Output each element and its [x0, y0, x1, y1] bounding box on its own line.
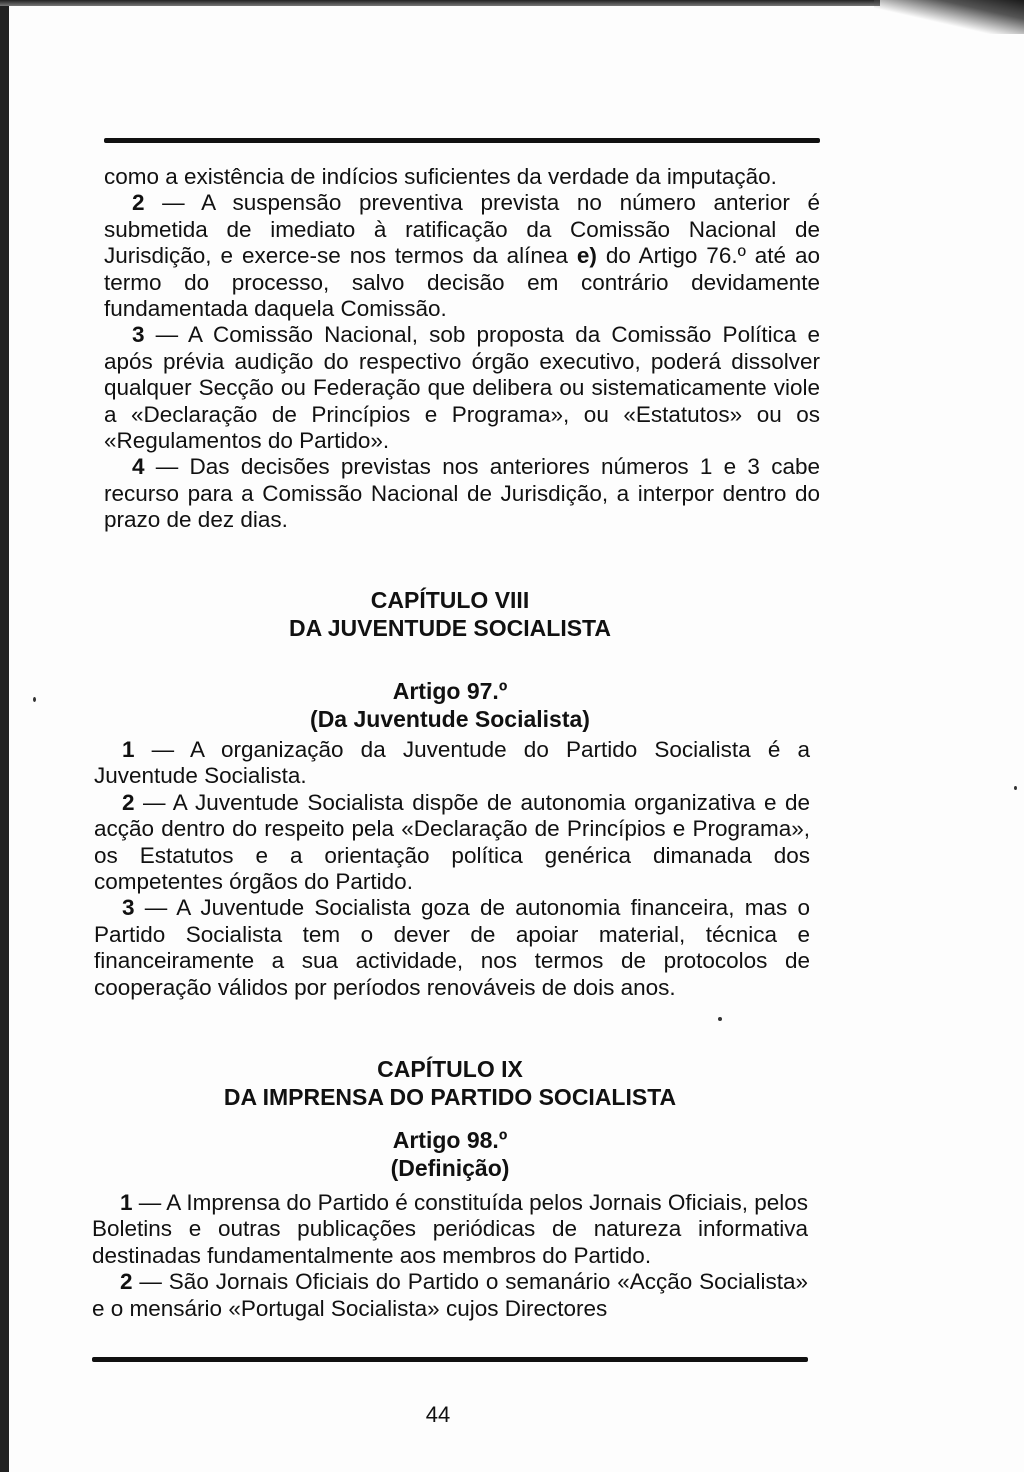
scan-top-edge — [0, 0, 880, 6]
scan-speck — [33, 697, 36, 702]
paragraph-2: 2 — A suspensão preventiva prevista no número anterior é submetida de imediato à ratificação da Comissão Nacional de Jurisdição, e exerce-se nos termos da alínea e) do Artigo 76.º até ao termo do processo, salvo decisão em contrário devidamente fundamentada daquela Comissão. — [104, 190, 820, 322]
paragraph-1: 1 — A Imprensa do Partido é constituída pelos Jornais Oficiais, pelos Boletins e outras publicações periódicas de natureza informativa destinadas fundamentalmente aos membros do Partido. — [92, 1190, 808, 1268]
scan-speck — [1014, 786, 1017, 790]
chapter-title: CAPÍTULO IX — [377, 1056, 523, 1082]
text-block-1 — [104, 164, 820, 534]
chapter-subtitle: DA IMPRENSA DO PARTIDO SOCIALISTA — [223, 1084, 677, 1110]
article-97-heading — [92, 677, 808, 733]
bottom-rule — [92, 1357, 808, 1362]
chapter-9-heading — [92, 1055, 808, 1111]
paragraph-1: 1 — A organização da Juventude do Partido Socialista é a Juventude Socialista. — [94, 737, 810, 789]
article-98-heading — [92, 1126, 808, 1182]
text-block-2 — [94, 737, 810, 1001]
scan-speck — [718, 1017, 722, 1021]
paragraph-3: 3 — A Juventude Socialista goza de autonomia financeira, mas o Partido Socialista tem o dever de apoiar material, técnica e financeiramente a sua actividade, nos termos de protocolos de cooperação válidos por períodos renováveis de dois anos. — [94, 895, 810, 1000]
page-number: 44 — [425, 1402, 451, 1427]
top-rule — [104, 138, 820, 143]
text-block-3 — [92, 1190, 808, 1322]
scan-left-edge — [0, 0, 9, 1472]
paragraph: como a existência de indícios suficientes da verdade da imputação. — [104, 164, 777, 189]
chapter-subtitle: DA JUVENTUDE SOCIALISTA — [288, 615, 612, 641]
article-subtitle: (Definição) — [390, 1155, 510, 1181]
article-title: Artigo 98.º — [392, 1127, 508, 1153]
paragraph-2: 2 — A Juventude Socialista dispõe de autonomia organizativa e de acção dentro do respeito pela «Declaração de Princípios e Programa», os Estatutos e a orientação política genérica dimanada dos competentes órgãos do Partido. — [94, 789, 810, 895]
scan-corner-shadow — [874, 0, 1024, 34]
chapter-8-heading — [92, 586, 808, 642]
paragraph-2: 2 — São Jornais Oficiais do Partido o semanário «Acção Socialista» e o mensário «Portugal Socialista» cujos Directores — [92, 1269, 808, 1321]
paragraph-4: 4 — Das decisões previstas nos anteriores números 1 e 3 cabe recurso para a Comissão Nacional de Jurisdição, a interpor dentro do prazo de dez dias. — [104, 454, 820, 533]
article-title: Artigo 97.º — [392, 678, 508, 704]
paragraph-3: 3 — A Comissão Nacional, sob proposta da Comissão Política e após prévia audição do respectivo órgão executivo, poderá dissolver qualquer Secção ou Federação que delibera ou sistematicamente viole a «Declaração de Princípios e Programa», ou «Estatutos» ou os «Regulamentos do Partido». — [104, 322, 820, 454]
article-subtitle: (Da Juventude Socialista) — [310, 706, 590, 732]
chapter-title: CAPÍTULO VIII — [370, 587, 530, 613]
